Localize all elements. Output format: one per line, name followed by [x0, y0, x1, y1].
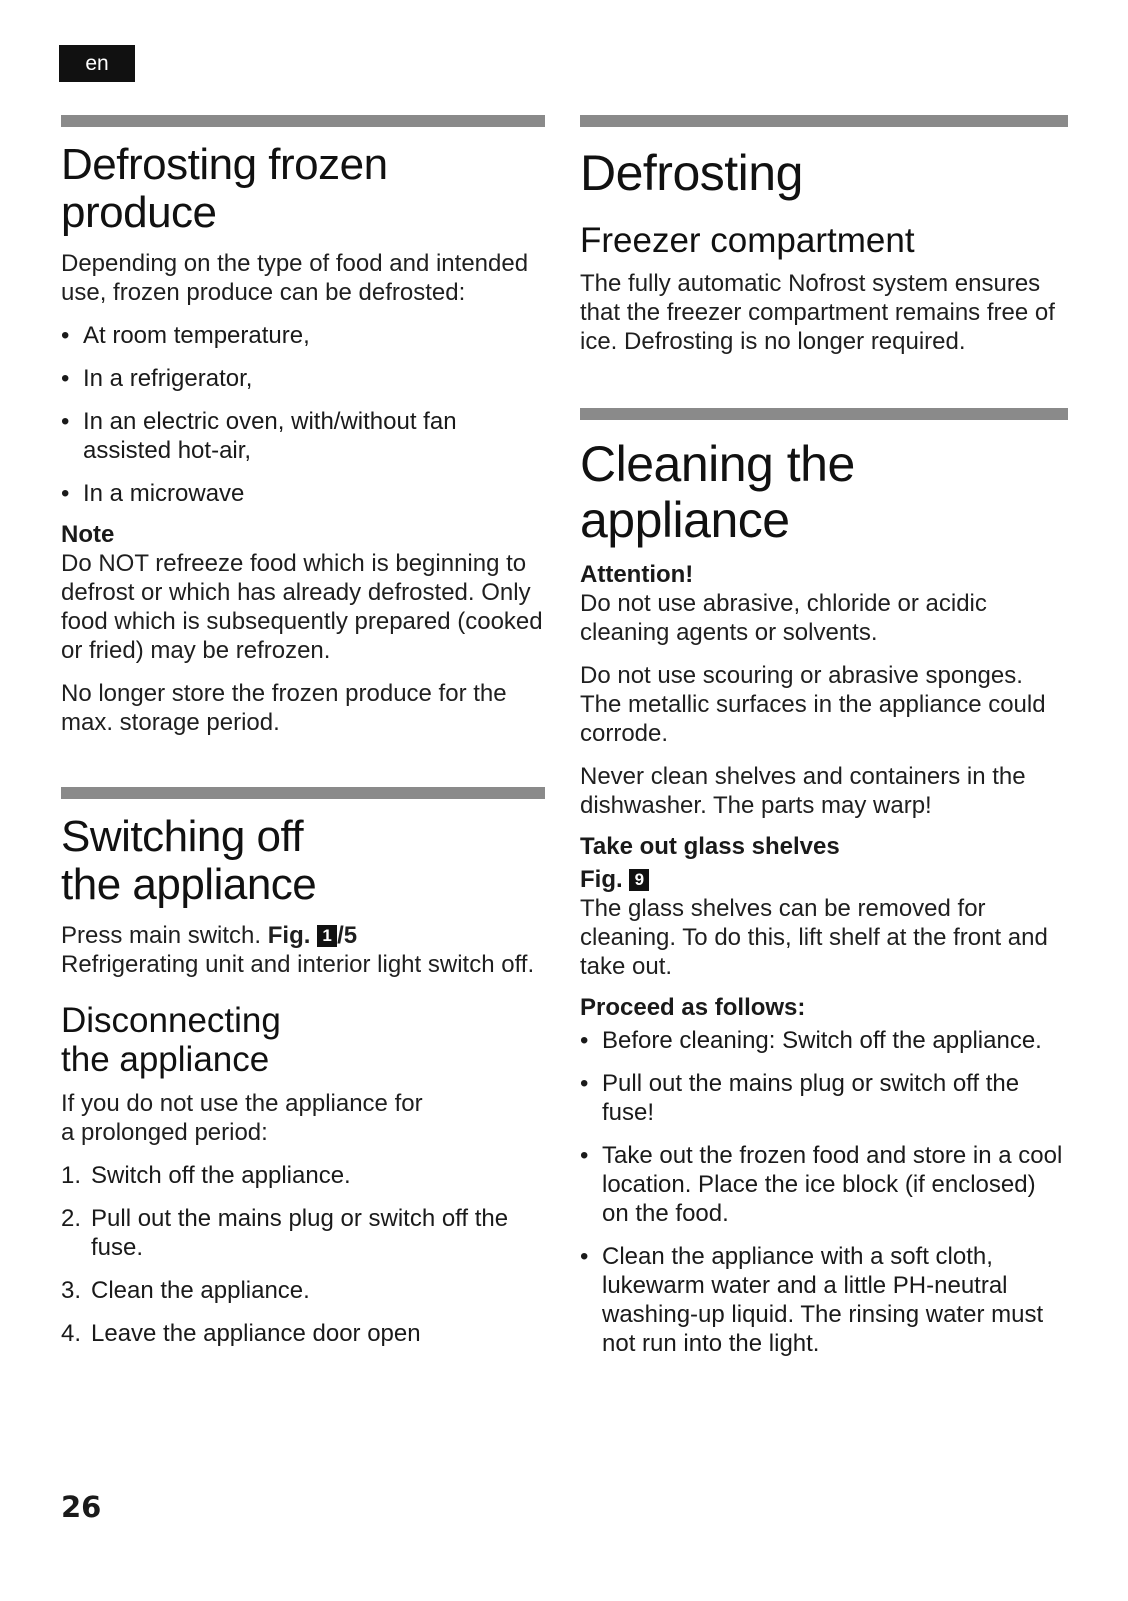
fig-reference: Fig. 1 /5 — [267, 922, 358, 949]
proceed-label: Proceed as follows: — [580, 994, 806, 1021]
defrost-intro: Depending on the type of food and intended use, frozen produce can be defrosted: — [61, 250, 529, 306]
dishwasher-text: Never clean shelves and containers in the dishwasher. The parts may warp! — [580, 763, 1026, 819]
defrost-method-list — [61, 321, 545, 508]
attention-label: Attention! — [580, 561, 694, 588]
note-text: Do NOT refreeze food which is beginning to defrost or which has already defrosted. Only food which is subsequently prepared (cooked or fried) may be refrozen. — [61, 550, 543, 664]
switch-off-text: Press main switch. Fig. 1 /5 Refrigerating unit and interior light switch off. — [61, 922, 535, 978]
disconnect-intro: If you do not use the appliance for a prolonged period: — [61, 1090, 423, 1146]
list-item: • Take out the frozen food and store in a cool location. Place the ice block (if enclosed) on the food. — [580, 1142, 1063, 1227]
glass-shelves-label: Take out glass shelves — [580, 833, 840, 860]
cleaning-steps-list — [580, 1026, 1068, 1358]
heading-defrosting-frozen-produce: Defrosting frozen produce — [61, 140, 388, 237]
language-tag: en — [59, 45, 135, 82]
list-item: 1. Switch off the appliance. — [61, 1162, 351, 1189]
nofrost-text: The fully automatic Nofrost system ensures that the freezer compartment remains free of ice. Defrosting is no longer required. — [580, 270, 1055, 355]
list-item: • In a microwave — [61, 480, 245, 507]
page-number: 26 — [61, 1490, 102, 1524]
list-item: • At room temperature, — [61, 322, 310, 349]
list-item: • In a refrigerator, — [61, 365, 253, 392]
figure-number-badge: 9 — [629, 869, 649, 891]
list-item: • Before cleaning: Switch off the appliance. — [580, 1027, 1042, 1054]
storage-text: No longer store the frozen produce for the max. storage period. — [61, 680, 507, 736]
section-rule — [61, 787, 545, 799]
list-item: 2. Pull out the mains plug or switch off the fuse. — [61, 1205, 509, 1261]
heading-switching-off: Switching off the appliance — [61, 812, 317, 909]
disconnect-steps — [61, 1161, 545, 1348]
subheading-freezer-compartment: Freezer compartment — [580, 221, 915, 260]
section-rule — [61, 115, 545, 127]
list-item: 3. Clean the appliance. — [61, 1277, 310, 1304]
sponges-text: Do not use scouring or abrasive sponges. The metallic surfaces in the appliance could corrode. — [580, 662, 1046, 747]
heading-cleaning-the-appliance: Cleaning the appliance — [580, 436, 855, 548]
section-rule — [580, 408, 1068, 420]
heading-disconnecting: Disconnecting the appliance — [61, 1001, 281, 1079]
list-item: • Clean the appliance with a soft cloth, lukewarm water and a little PH-neutral washing-up liquid. The rinsing water must not run into the light. — [580, 1243, 1044, 1357]
list-item: • Pull out the mains plug or switch off the fuse! — [580, 1070, 1020, 1126]
left-column — [61, 115, 545, 1348]
note-label: Note — [61, 521, 115, 548]
figure-number-badge: 1 — [317, 925, 337, 947]
right-column — [580, 115, 1068, 1358]
list-item: • In an electric oven, with/without fan assisted hot-air, — [61, 408, 457, 464]
heading-defrosting: Defrosting — [580, 145, 803, 201]
section-rule — [580, 115, 1068, 127]
glass-shelves-text: The glass shelves can be removed for cleaning. To do this, lift shelf at the front and take out. — [580, 895, 1048, 980]
attention-text: Do not use abrasive, chloride or acidic cleaning agents or solvents. — [580, 590, 987, 646]
list-item: 4. Leave the appliance door open — [61, 1320, 421, 1347]
fig-reference: Fig. 9 — [580, 865, 1068, 894]
